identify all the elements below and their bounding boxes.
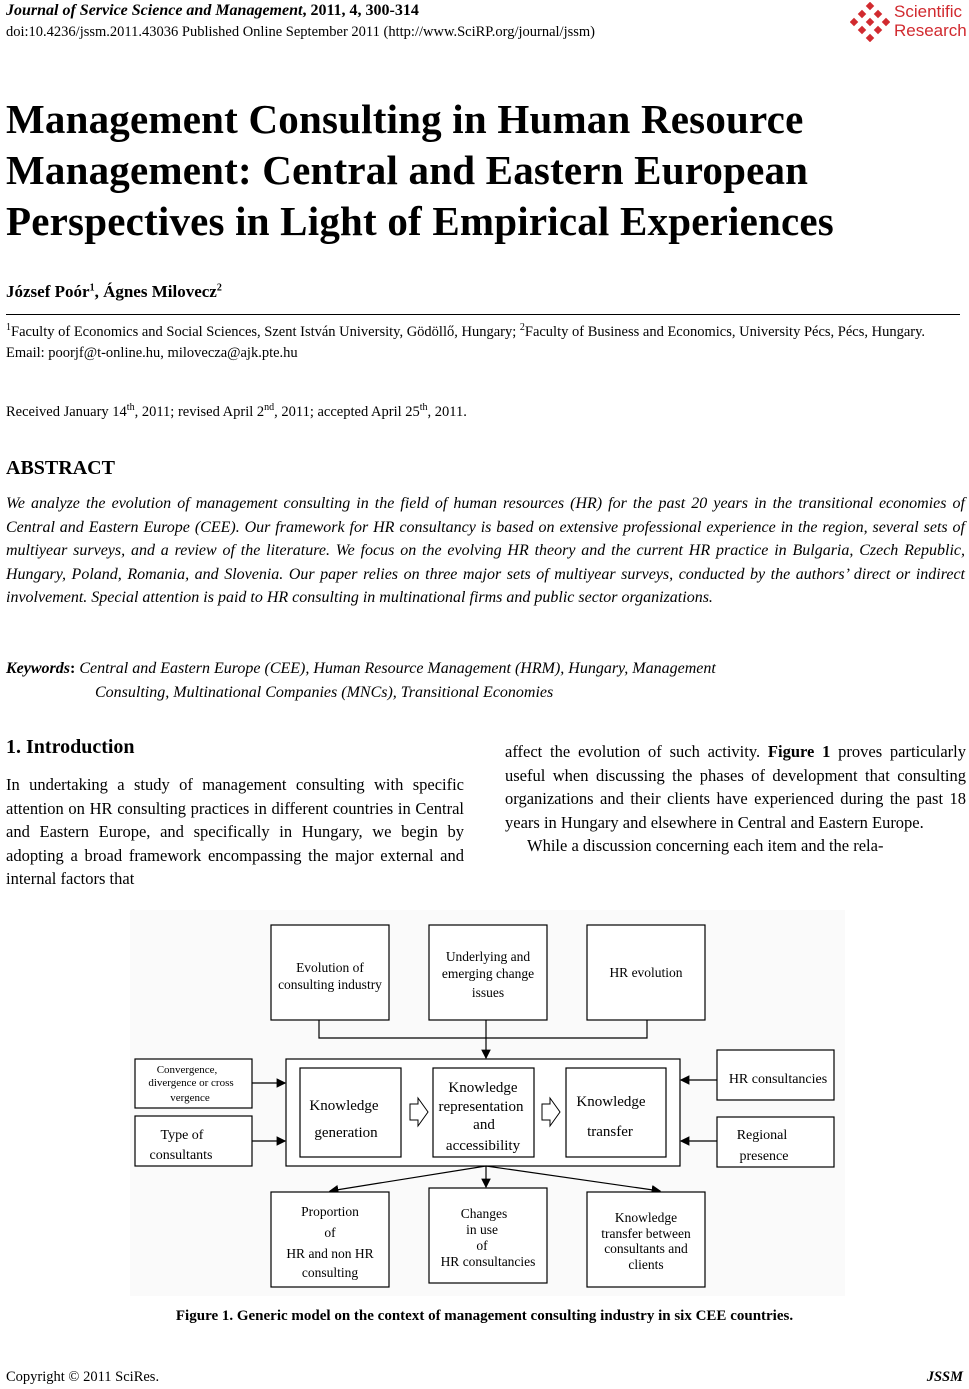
- box-hr-evolution-l1: HR evolution: [609, 965, 683, 980]
- box-ktb-l1: Knowledge: [614, 1210, 678, 1225]
- box-ktb-l4: clients: [628, 1257, 664, 1272]
- affiliation-sup-1: 1: [6, 322, 11, 334]
- author-1: József Poór: [6, 282, 90, 301]
- affiliation-2: Faculty of Business and Economics, University Pécs, Pécs, Hungary.: [524, 324, 926, 340]
- box-prop-l2: of: [324, 1225, 336, 1240]
- divider: [6, 314, 960, 315]
- box-chg-l2: in use: [466, 1222, 498, 1237]
- box-krep-l4: accessibility: [445, 1138, 521, 1154]
- box-krep-l2: representation: [438, 1099, 524, 1115]
- box-chg-l1: Changes: [460, 1206, 508, 1221]
- box-underlying-l2: emerging change: [441, 966, 535, 981]
- box-type-l1: Type of: [160, 1128, 204, 1143]
- figure-1: [130, 910, 845, 1296]
- received-c: , 2011; accepted April 25: [274, 404, 420, 420]
- box-reg-l2: presence: [739, 1149, 789, 1164]
- title-line-1: Management Consulting in Human Resource: [6, 96, 804, 142]
- box-prop-l4: consulting: [301, 1265, 359, 1280]
- box-kgen-l1: Knowledge: [309, 1098, 379, 1114]
- figure-caption: Figure 1. Generic model on the context of management consulting industry in six CEE countries.: [175, 1308, 794, 1324]
- box-ktb-l2: transfer between: [601, 1226, 691, 1241]
- abstract-heading: ABSTRACT: [6, 457, 115, 479]
- affiliations: [6, 322, 964, 364]
- box-evolution-l2: consulting industry: [278, 977, 382, 992]
- authors: [6, 282, 222, 302]
- author-separator: ,: [94, 282, 104, 301]
- author-2: Ágnes Milovecz: [103, 282, 217, 301]
- keywords: Keywords: Central and Eastern Europe (CEE), Human Resource Management (HRM), Hungary, Management Consulting, Multinational Companies (MNCs), Transitional Economies: [6, 657, 936, 704]
- box-conv-l3: vergence: [170, 1092, 210, 1104]
- footer-journal: JSSM: [926, 1369, 963, 1385]
- intro-right-b: proves particularly useful when discussing the phases of development that consulting organizations and their clients have experienced during the past 18 years in Hungary and elsewhere in Central and Eastern Europe.: [505, 742, 966, 832]
- box-underlying-l1: Underlying and: [445, 949, 531, 964]
- email-line: Email: poorjf@t-online.hu, milovecza@ajk.pte.hu: [6, 345, 298, 361]
- received-c-sup: th: [419, 402, 428, 414]
- box-ktb-l3: consultants and: [604, 1241, 688, 1256]
- received-b: , 2011; revised April 2: [134, 404, 265, 420]
- box-kgen-l2: generation: [314, 1125, 378, 1141]
- box-chg-l3: of: [476, 1238, 488, 1253]
- box-conv-l1: Convergence,: [156, 1064, 218, 1076]
- paper-title: [6, 94, 956, 247]
- author-2-sup: 2: [216, 282, 222, 294]
- logo-line2: Research: [894, 21, 967, 40]
- figure-diagram: [130, 910, 845, 1296]
- journal-citation: [6, 2, 419, 20]
- intro-right-column: [505, 740, 966, 858]
- logo-mark-icon: [850, 2, 890, 42]
- footer-copyright: Copyright © 2011 SciRes.: [6, 1369, 160, 1385]
- intro-right-a: affect the evolution of such activity.: [505, 742, 768, 761]
- box-chg-l4: HR consultancies: [440, 1254, 536, 1269]
- author-1-sup: 1: [89, 282, 95, 294]
- box-ktr-l2: transfer: [587, 1124, 633, 1140]
- received-a-sup: th: [126, 402, 135, 414]
- box-evolution-l1: Evolution of: [296, 960, 364, 975]
- received-a: Received January 14: [6, 404, 127, 420]
- figure-reference[interactable]: Figure 1: [767, 742, 831, 761]
- box-knowledge-transfer: [566, 1068, 666, 1157]
- received-d: , 2011.: [427, 404, 467, 420]
- logo-text: [894, 2, 967, 40]
- box-underlying-l3: issues: [471, 985, 505, 1000]
- logo-line1: Scientific: [894, 2, 963, 21]
- abstract-text: We analyze the evolution of management consulting in the field of human resources (HR) for the past 20 years in the transitional economies of Central and Eastern Europe (CEE). Our framework for HR consultancy is based on extensive professional experience in the region, several sets of multiyear surveys, and a review of the literature. We focus on the evolving HR theory and the current HR practice in Bulgaria, Czech Republic, Hungary, Poland, Romania, and Slovenia. Our paper relies on three major sets of multiyear surveys, conducted by the authors’ direct or indirect involvement. Special attention is paid to HR consulting in multinational firms and public sector organizations.: [6, 495, 965, 606]
- doi-line: doi:10.4236/jssm.2011.43036 Published Online September 2011 (http://www.SciRP.org/journal/jssm): [6, 24, 595, 40]
- affiliation-text: [6, 322, 964, 343]
- publisher-logo: [850, 2, 968, 42]
- keywords-line-1: Central and Eastern Europe (CEE), Human Resource Management (HRM), Hungary, Management: [79, 660, 716, 677]
- keywords-label: Keywords: [6, 660, 70, 677]
- box-reg-l1: Regional: [736, 1128, 788, 1143]
- affiliation-1: Faculty of Economics and Social Sciences, Szent István University, Gödöllő, Hungary;: [11, 324, 520, 340]
- box-type-l2: consultants: [149, 1148, 213, 1163]
- box-hrc-l1: HR consultancies: [728, 1072, 828, 1087]
- box-krep-l3: and: [473, 1117, 495, 1133]
- box-ktr-l1: Knowledge: [576, 1094, 646, 1110]
- intro-right-p2: While a discussion concerning each item and the rela-: [527, 836, 884, 855]
- box-conv-l2: divergence or cross: [148, 1077, 234, 1089]
- title-line-2: Management: Central and Eastern European: [6, 147, 809, 193]
- affiliation-sup-2: 2: [519, 322, 525, 334]
- box-prop-l3: HR and non HR: [286, 1246, 374, 1261]
- box-prop-l1: Proportion: [301, 1204, 359, 1219]
- received-b-sup: nd: [264, 402, 275, 414]
- journal-name: Journal of Service Science and Management: [6, 2, 303, 19]
- title-line-3: Perspectives in Light of Empirical Experiences: [6, 198, 834, 244]
- intro-left-column: In undertaking a study of management consulting with specific attention on HR consulting practices in different countries in Central and Eastern Europe, and specifically in Hungary, we begin by adopting a broad framework encompassing the major external and internal factors that: [6, 775, 464, 888]
- received-dates: [6, 404, 467, 421]
- journal-volume: , 2011, 4, 300-314: [302, 2, 419, 19]
- keywords-line-2: Consulting, Multinational Companies (MNCs), Transitional Economies: [95, 683, 554, 701]
- section-heading: 1. Introduction: [6, 736, 135, 758]
- box-krep-l1: Knowledge: [448, 1080, 518, 1096]
